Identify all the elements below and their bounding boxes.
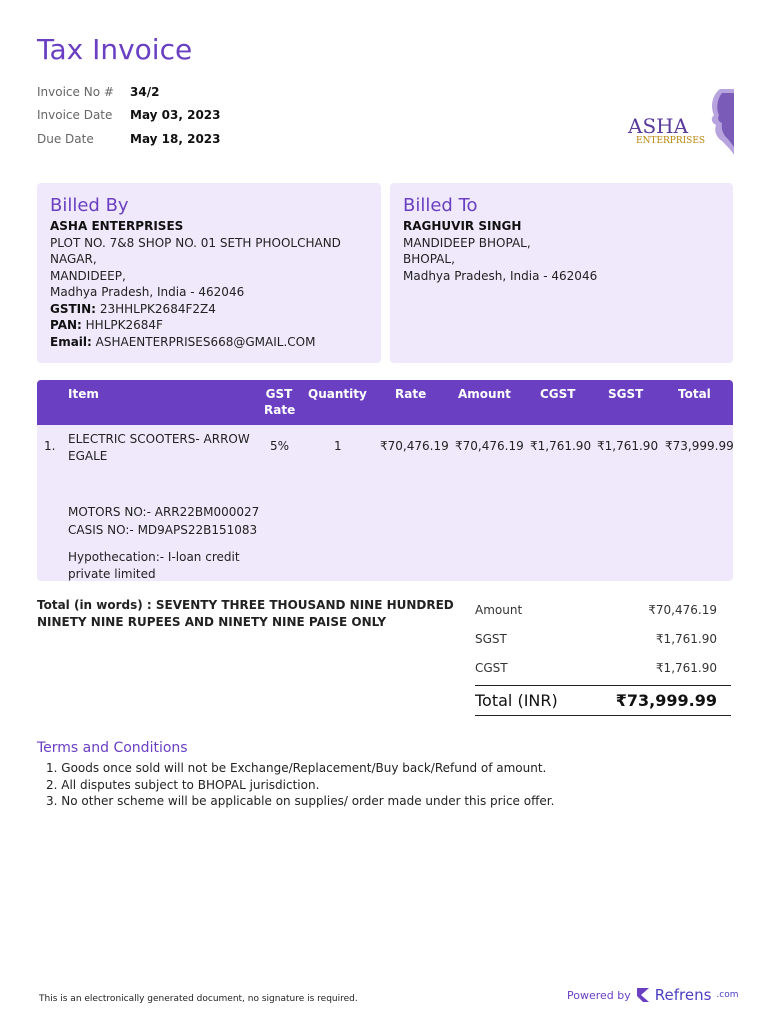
billed-by-card [37,183,381,363]
header-item: Item [68,387,99,401]
row-sgst: ₹1,761.90 [597,439,659,453]
row-rate: ₹70,476.19 [380,439,449,453]
totals-label: Amount [475,602,523,617]
billed-by-address-line: PLOT NO. 7&8 SHOP NO. 01 SETH PHOOLCHAND [50,235,341,250]
row-amount: ₹70,476.19 [455,439,524,453]
logo-text-sub: ENTERPRISES [636,136,706,146]
grand-total-value: ₹73,999.99 [615,691,717,710]
footer-note: This is an electronically generated document, no signature is required. [39,994,358,1004]
pan-label: PAN: [50,318,82,332]
totals-label: CGST [475,660,508,675]
row-total: ₹73,999.99 [665,439,734,453]
terms-heading: Terms and Conditions [37,740,188,756]
billed-by-gstin [50,301,368,318]
refrens-brand: Refrens [654,986,712,1004]
company-logo [624,85,734,157]
header-amount: Amount [458,387,511,401]
due-date-row [37,127,221,151]
row-hypothecation [68,549,240,582]
invoice-number-row [37,80,221,104]
invoice-number-value: 34/2 [130,84,160,99]
invoice-date-value: May 03, 2023 [130,108,221,123]
email-value: ASHAENTERPRISES668@GMAIL.COM [95,334,316,349]
billed-to-address-line: BHOPAL, [403,252,455,266]
billed-by-pan [50,317,368,334]
invoice-date-label: Invoice Date [37,108,113,123]
totals-value: ₹1,761.90 [655,631,717,646]
due-date-value: May 18, 2023 [130,131,221,146]
row-description [68,522,257,539]
items-table [37,380,733,581]
billed-to-address-line: MANDIDEEP BHOPAL, [403,235,531,250]
row-cgst: ₹1,761.90 [530,439,592,453]
billed-by-address-line: Madhya Pradesh, India - 462046 [50,285,245,299]
billed-by-address-line: MANDIDEEP, [50,268,126,283]
gstin-value: 23HHLPK2684F2Z4 [99,301,216,316]
header-sgst: SGST [608,387,644,401]
totals-row-sgst [475,624,731,653]
totals-summary [475,595,731,716]
powered-by-label: Powered by [567,988,631,1002]
terms-item: 1. Goods once sold will not be Exchange/Replacement/Buy back/Refund of amount. [46,761,547,775]
terms-item: 3. No other scheme will be applicable on supplies/ order made under this price offer. [46,794,555,808]
powered-by-refrens[interactable] [567,986,739,1004]
billed-to-name: RAGHUVIR SINGH [403,219,522,233]
row-item-name-line2: EGALE [68,448,108,463]
row-item-name-line1: ELECTRIC SCOOTERS- ARROW [68,432,250,446]
row-gst-rate: 5% [270,439,290,453]
totals-value: ₹1,761.90 [655,660,717,675]
gstin-label: GSTIN: [50,301,96,316]
totals-value: ₹70,476.19 [648,602,717,617]
grand-total-row [475,685,731,716]
header-total: Total [678,387,711,401]
logo-text-main: ASHA [628,114,689,138]
row-description [68,504,259,521]
email-label: Email: [50,334,92,349]
row-number: 1. [44,439,56,453]
invoice-title: Tax Invoice [37,33,193,66]
billed-to-card [390,183,733,363]
refrens-brand-suffix: .com [716,990,739,1000]
totals-label: SGST [475,631,507,646]
row-motor-number: MOTORS NO:- ARR22BM000027 [68,505,260,519]
total-in-words: Total (in words) : SEVENTY THREE THOUSAND NINE HUNDRED NINETY NINE RUPEES AND NINETY NINE PAISE ONLY [37,598,454,629]
terms-list [46,760,554,810]
header-cgst: CGST [540,387,576,401]
billed-to-address-line: Madhya Pradesh, India - 462046 [403,268,598,283]
billed-by-email [50,334,368,351]
header-gst-rate-line2: Rate [264,403,296,417]
terms-item: 2. All disputes subject to BHOPAL jurisdiction. [46,777,320,792]
pan-value: HHLPK2684F [85,318,163,332]
due-date-label: Due Date [37,131,94,146]
row-chassis-number: CASIS NO:- MD9APS22B151083 [68,523,258,537]
totals-row-amount [475,595,731,624]
grand-total-label: Total (INR) [475,691,558,710]
row-hypothecation-line2: private limited [68,566,156,581]
row-item-name [68,431,250,464]
invoice-meta [37,80,221,151]
header-rate: Rate [395,387,427,401]
header-quantity: Quantity [308,387,367,401]
billed-by-name: ASHA ENTERPRISES [50,219,184,233]
table-row [37,425,733,581]
header-gst-rate-line1: GST [265,387,293,401]
billed-by-heading: Billed By [50,195,129,216]
billed-by-address-line: NAGAR, [50,252,97,266]
row-quantity: 1 [334,439,342,453]
totals-row-cgst [475,653,731,682]
refrens-logo-icon [636,987,650,1003]
row-hypothecation-line1: Hypothecation:- I-loan credit [68,550,240,564]
invoice-number-label: Invoice No # [37,84,114,99]
billed-to-heading: Billed To [403,195,478,216]
header-gst-rate [264,386,294,418]
table-header [37,380,733,425]
invoice-date-row [37,104,221,128]
